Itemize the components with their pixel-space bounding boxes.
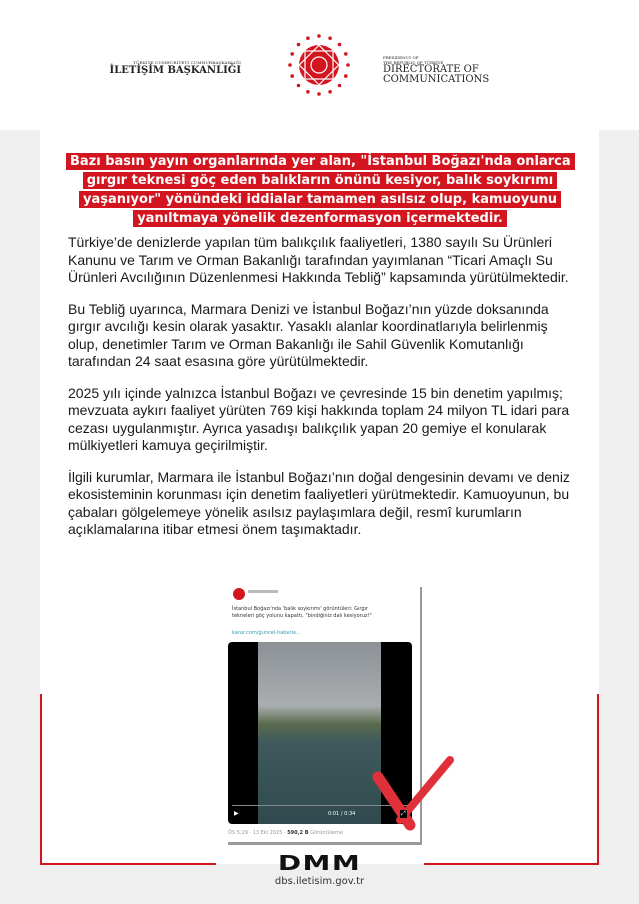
presidential-emblem-icon (286, 32, 352, 98)
emblem-star (290, 74, 294, 78)
fullscreen-icon[interactable]: ⤢ (401, 810, 406, 817)
emblem-star (297, 84, 301, 88)
header-title-tr: İLETİŞİM BAŞKANLIĞI (109, 65, 241, 76)
red-frame-left (40, 694, 42, 865)
red-frame-right (597, 694, 599, 865)
paragraph: Bu Tebliğ uyarınca, Marmara Denizi ve İstanbul Boğazı’nın yüzde doksanında gırgır avcılığı kesin olarak yasaktır. Yasaklı alanlar koordinatlarıyla belirlenmiş olup, denetimler Tarım ve Orman Bakanlığı ile Sahil Güvenlik Komutanlığı tarafından 24 saat esasına göre yürütülmektedir. (68, 300, 549, 369)
emblem-star (328, 90, 332, 94)
header-title-en-1: DIRECTORATE OF (383, 64, 479, 75)
play-icon[interactable]: ▶ (234, 810, 239, 817)
paragraph: Türkiye’de denizlerde yapılan tüm balıkçılık faaliyetleri, 1380 sayılı Su Ürünleri Kanunu ve Tarım ve Orman Bakanlığı tarafından yayımlanan “Ticari Amaçlı Su Ürünleri Avcılığının Düzenlenmesi Hakkında Tebliğ” kapsamında yürütülmektedir. (68, 234, 569, 285)
directorate-logo-text (383, 55, 489, 85)
emblem-star (306, 90, 310, 94)
avatar (233, 588, 245, 600)
emblem-star (306, 36, 310, 40)
emblem-star (338, 84, 342, 88)
iletisim-logo-text (110, 60, 241, 76)
tweet-text: İstanbul Boğazı'nda 'balık soykırımı' görüntüleri: Gırgır tekneleri göç yolunu kapattı, "bindiğiniz dalı kesiyoruz!" (232, 606, 372, 619)
emblem-star (317, 34, 321, 38)
header-small: TÜRKİYE CUMHURİYETİ CUMHURBAŞKANLIĞI (133, 60, 241, 65)
video-time: 0:01 / 0:34 (328, 811, 356, 817)
footer-url: dbs.iletisim.gov.tr (274, 876, 365, 887)
emblem-star (317, 92, 321, 96)
paragraph: 2025 yılı içinde yalnızca İstanbul Boğazı ve çevresinde 15 bin denetim yapılmış; mevzuata aykırı faaliyet yürüten 769 kişi hakkında toplam 24 milyon TL idari para cezası uygulanmıştır. Ayrıca yasadışı balıkçılık yapan 20 gemiye el konularak mülkiyetleri kamuya geçirilmiştir. (68, 384, 570, 453)
header-small-2: THE REPUBLIC OF TÜRKİYE (383, 60, 444, 65)
header-title-en-2: COMMUNICATIONS (383, 74, 490, 85)
headline (66, 152, 574, 228)
body-text (68, 234, 580, 553)
emblem-star (344, 74, 348, 78)
headline-text: Bazı basın yayın organlarında yer alan, "İstanbul Boğazı'nda onlarca gırgır teknesi göç eden balıkların önünü kesiyor, balık soykırımı yaşanıyor" yönündeki iddialar tamamen asılsız olup, kamuoyunu yanıltmaya yönelik dezenformasyon içermektedir. (66, 153, 575, 227)
header-small-1: PRESIDENCY OF (383, 55, 419, 60)
emblem-star (288, 63, 292, 67)
emblem-star (344, 52, 348, 56)
emblem-star (297, 43, 301, 47)
account-name-blurred (248, 590, 278, 593)
bosphorus-video-frame (258, 642, 381, 824)
emblem-star (338, 43, 342, 47)
red-x-mark-icon (370, 755, 460, 835)
dmm-logo: DMM (277, 851, 362, 875)
tweet-link[interactable]: karar.com/guncel-haberle... (232, 630, 301, 636)
emblem-star (290, 52, 294, 56)
paragraph: İlgili kurumlar, Marmara ile İstanbul Boğazı’nın doğal dengesinin devamı ve deniz ekosisteminin korunması için denetim faaliyetleri yürütmektedir. Kamuoyunun, bu çabaları gölgelemeye yönelik asılsız paylaşımlara değil, resmî kurumların açıklamalarına itibar etmesi önem taşımaktadır. (68, 468, 570, 537)
emblem-star (328, 36, 332, 40)
tweet-meta: ÖS 5:29 · 13 Eki 2025 · 590,2 B Görüntüleme (228, 830, 344, 836)
emblem-star (346, 63, 350, 67)
